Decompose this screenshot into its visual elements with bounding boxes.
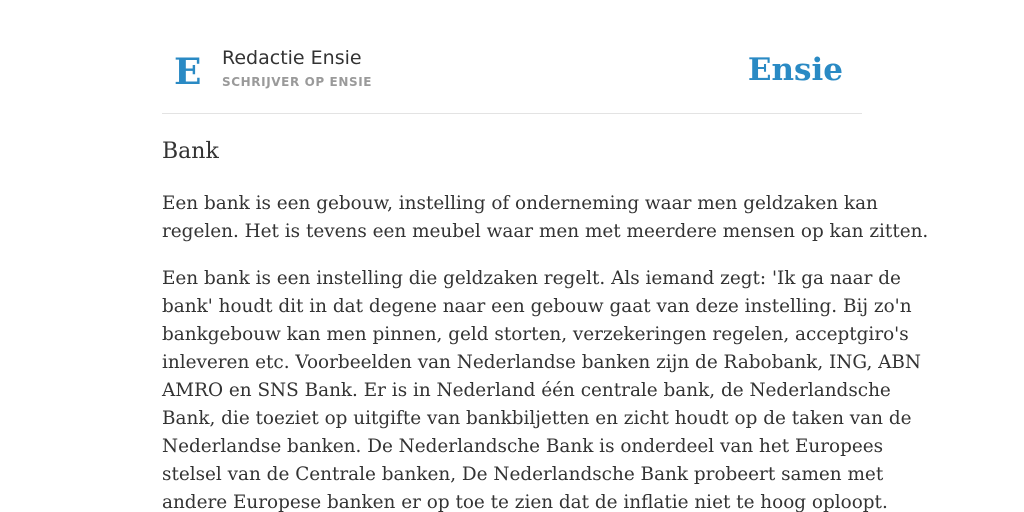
paragraph-line: bankgebouw kan men pinnen, geld storten, verzekeringen regelen, acceptgiro's: [162, 324, 909, 345]
paragraph-line: Een bank is een gebouw, instelling of onderneming waar men geldzaken kan: [162, 193, 878, 214]
paragraph-line: Een bank is een instelling die geldzaken regelt. Als iemand zegt: 'Ik ga naar de: [162, 268, 901, 289]
paragraph-line: bank' houdt dit in dat degene naar een gebouw gaat van deze instelling. Bij zo'n: [162, 296, 912, 317]
paragraph-1: [162, 190, 929, 246]
ensie-logo[interactable]: Ensie: [747, 52, 843, 88]
paragraph-line: andere Europese banken er op toe te zien dat de inflatie niet te hoog oploopt.: [162, 492, 888, 512]
article-container: [162, 0, 929, 512]
article-title: Bank: [162, 139, 219, 164]
author-role: SCHRIJVER OP ENSIE: [222, 75, 373, 89]
author-avatar[interactable]: E: [174, 51, 202, 93]
paragraph-2: [162, 265, 922, 512]
paragraph-line: regelen. Het is tevens een meubel waar men met meerdere mensen op kan zitten.: [162, 221, 929, 242]
author-header: [162, 0, 862, 114]
paragraph-line: AMRO en SNS Bank. Er is in Nederland één centrale bank, de Nederlandsche: [162, 380, 891, 401]
paragraph-line: inleveren etc. Voorbeelden van Nederlandse banken zijn de Rabobank, ING, ABN: [162, 352, 922, 373]
paragraph-line: Bank, die toeziet op uitgifte van bankbiljetten en zicht houdt op de taken van de: [162, 408, 912, 429]
paragraph-line: stelsel van de Centrale banken, De Nederlandsche Bank probeert samen met: [162, 464, 884, 485]
paragraph-line: Nederlandse banken. De Nederlandsche Bank is onderdeel van het Europees: [162, 436, 884, 457]
author-name[interactable]: Redactie Ensie: [222, 47, 362, 69]
